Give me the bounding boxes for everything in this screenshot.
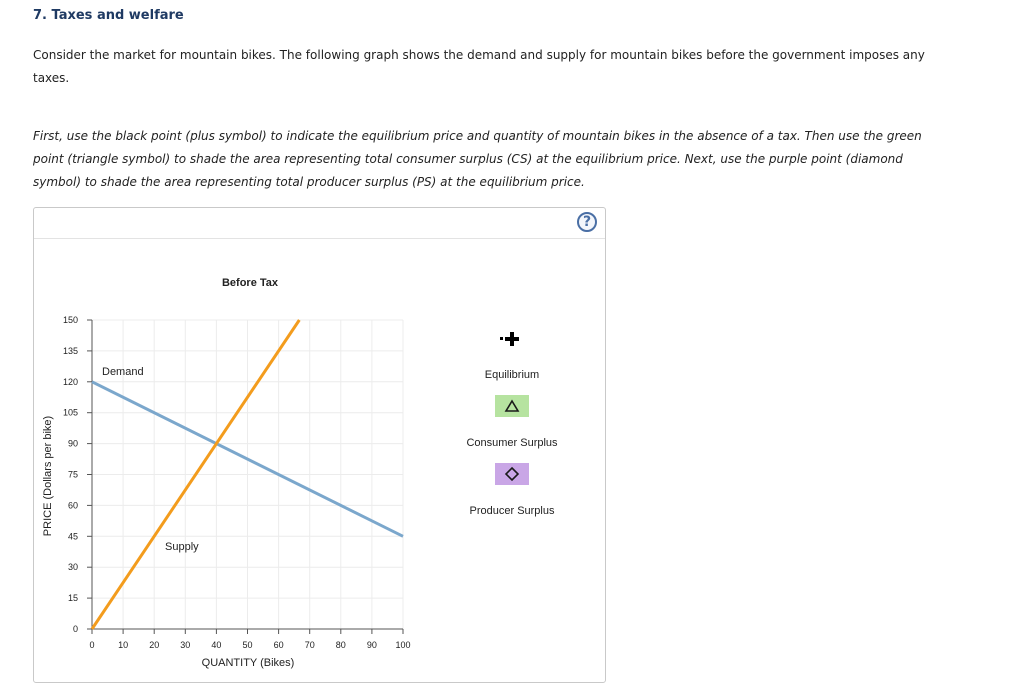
- graph-panel: [33, 207, 606, 683]
- equilibrium-label: Equilibrium: [484, 369, 540, 381]
- x-tick-label: 100: [395, 640, 411, 650]
- producer-surplus-label: Producer Surplus: [469, 505, 555, 517]
- x-tick-label: 30: [180, 640, 191, 650]
- plus-icon[interactable]: [500, 332, 519, 346]
- y-axis-label: PRICE (Dollars per bike): [42, 415, 54, 537]
- supply-curve-label: Supply: [165, 541, 199, 553]
- x-tick-label: 20: [149, 640, 160, 650]
- x-tick-label: 80: [335, 640, 346, 650]
- y-tick-label: 150: [62, 315, 78, 325]
- help-icon[interactable]: ?: [577, 212, 597, 232]
- y-tick-label: 30: [67, 562, 78, 573]
- question-instructions: First, use the black point (plus symbol) to indicate the equilibrium price and quantity of mountain bikes in the absence of a tax. Then use the green point (triangle symbol) to shade the area representing total consumer surplus (CS) at the equilibrium price. Next, use the purple point (diamond symbol) to shade the area representing total producer surplus (PS) at the equilibrium price.: [33, 129, 922, 189]
- y-tick-label: 90: [67, 438, 78, 449]
- y-tick-label: 0: [72, 624, 78, 634]
- x-tick-label: 90: [366, 640, 377, 650]
- y-tick-label: 105: [62, 407, 78, 418]
- consumer-surplus-tool[interactable]: [466, 395, 558, 449]
- graph-svg: [34, 208, 607, 684]
- x-tick-label: 60: [273, 640, 284, 650]
- chart-title: Before Tax: [221, 277, 279, 289]
- y-tick-label: 45: [67, 531, 78, 542]
- producer-surplus-swatch[interactable]: [495, 463, 529, 485]
- y-tick-label: 60: [67, 500, 78, 511]
- y-tick-label: 120: [62, 376, 78, 387]
- x-tick-label: 10: [118, 640, 129, 650]
- question-intro: Consider the market for mountain bikes. The following graph shows the demand and supply for mountain bikes before the government imposes any taxes.: [33, 48, 925, 85]
- x-tick-label: 50: [242, 640, 253, 650]
- equilibrium-tool[interactable]: [485, 332, 539, 381]
- consumer-surplus-swatch[interactable]: [495, 395, 529, 417]
- y-tick-label: 135: [62, 345, 78, 356]
- x-tick-label: 40: [211, 640, 222, 650]
- demand-curve-label: Demand: [102, 366, 144, 378]
- x-tick-label: 70: [304, 640, 315, 650]
- producer-surplus-tool[interactable]: [470, 463, 555, 517]
- consumer-surplus-label: Consumer Surplus: [466, 437, 558, 449]
- y-tick-label: 75: [67, 469, 78, 480]
- y-tick-label: 15: [67, 593, 78, 604]
- question-title: 7. Taxes and welfare: [33, 8, 184, 23]
- x-tick-label: 0: [89, 640, 95, 650]
- x-axis-label: QUANTITY (Bikes): [201, 657, 295, 669]
